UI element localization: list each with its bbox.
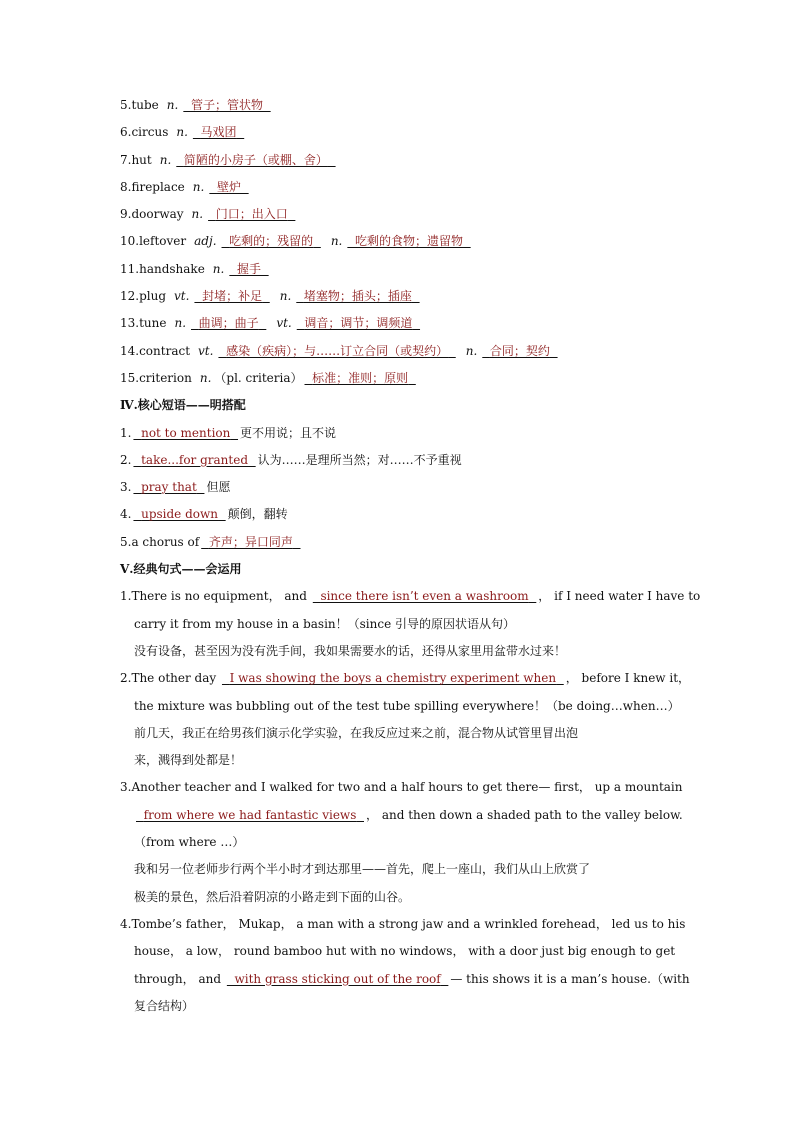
vocab-word: 15.criterion <box>120 370 192 385</box>
part-of-speech: vt. <box>198 343 214 358</box>
answer-blank: 封堵；补足 <box>202 289 263 304</box>
part-of-speech: n. <box>199 370 212 385</box>
vocab-item <box>120 365 680 392</box>
phrase-number: 4. <box>120 507 132 522</box>
phrase-meaning: 颠倒，翻转 <box>227 507 288 522</box>
sentence-2 <box>120 665 691 774</box>
phrase-item <box>120 447 680 474</box>
sentence-translation: 来，溅得到处都是！ <box>134 753 243 768</box>
vocab-item <box>120 174 680 201</box>
answer-blank: I was showing the boys a chemistry experiment when <box>229 671 557 686</box>
vocab-word: 12.plug <box>120 289 167 304</box>
part-of-speech: n. <box>330 234 343 249</box>
phrase-meaning: 认为……是理所当然；对……不予重视 <box>257 452 462 467</box>
sentence-text: — this shows it is a man’s house.（with <box>450 971 690 986</box>
vocab-item <box>120 228 680 255</box>
part-of-speech: n. <box>191 207 204 222</box>
sentence-text: ， if I need water I have to <box>538 589 701 604</box>
phrase-list <box>120 420 680 556</box>
vocab-word: 9.doorway <box>120 207 184 222</box>
answer-blank: 调音；调节；调频道 <box>304 316 413 331</box>
phrase-item <box>120 474 680 501</box>
phrase-item <box>120 529 680 556</box>
vocab-item <box>120 283 680 310</box>
answer-blank: 感染（疾病）；与……订立合同（或契约） <box>226 343 449 358</box>
sentence-text: house， a low， round bamboo hut with no windows， with a door just big enough to get <box>134 944 676 959</box>
part-of-speech: n. <box>166 98 179 112</box>
vocab-item <box>120 201 680 228</box>
sentence-text: ， before I knew it， <box>565 671 691 686</box>
answer-blank: 门口；出入口 <box>215 207 288 222</box>
sentence-translation: 没有设备，甚至因为没有洗手间，我如果需要水的话，还得从家里用盆带水过来！ <box>134 643 567 658</box>
vocab-note: （pl. criteria） <box>214 370 303 385</box>
answer-blank: take...for granted <box>141 452 249 467</box>
part-of-speech: n. <box>192 179 205 194</box>
answer-blank: 堵塞物；插头；插座 <box>303 289 412 304</box>
answer-blank: 壁炉 <box>216 179 241 194</box>
sentence-4 <box>120 911 690 1020</box>
answer-blank: 标准；准则；原则 <box>312 370 409 385</box>
vocab-item <box>120 147 680 174</box>
sentence-translation: 极美的景色，然后沿着阴凉的小路走到下面的山谷。 <box>134 889 411 904</box>
vocab-item <box>120 338 680 365</box>
part-of-speech: n. <box>279 289 292 304</box>
sentence-text: ， and then down a shaded path to the valley below. <box>366 807 683 822</box>
phrase-item <box>120 420 680 447</box>
answer-blank: 吃剩的食物；遗留物 <box>355 234 464 249</box>
sentence-3 <box>120 774 683 910</box>
vocab-word: 7.hut <box>120 152 152 167</box>
vocab-word: 11.handshake <box>120 261 205 276</box>
answer-blank: 管子；管状物 <box>190 98 263 112</box>
answer-blank: 齐声；异口同声 <box>208 534 293 549</box>
part-of-speech: n. <box>174 316 187 331</box>
sentence-text: （from where …） <box>134 835 245 850</box>
answer-blank: 简陋的小房子（或棚、舍） <box>183 152 328 167</box>
answer-blank: 合同；契约 <box>489 343 550 358</box>
answer-blank: 握手 <box>236 261 261 276</box>
sentence-text: 3.Another teacher and I walked for two and a half hours to get there— first， up a mountain <box>120 780 683 795</box>
sentence-text: 1.There is no equipment， and <box>120 589 307 604</box>
sentence-text: 4.Tombe’s father， Mukap， a man with a strong jaw and a wrinkled forehead， led us to his <box>120 916 686 931</box>
phrase-item <box>120 501 680 528</box>
answer-blank: 吃剩的；残留的 <box>229 234 314 249</box>
sentence-text: carry it from my house in a basin！（since 引导的原因状语从句） <box>134 616 516 631</box>
vocab-word: 6.circus <box>120 125 169 140</box>
answer-blank: 曲调；曲子 <box>198 316 259 331</box>
part-of-speech: vt. <box>174 289 190 304</box>
sentence-translation: 前几天，我正在给男孩们演示化学实验，在我反应过来之前，混合物从试管里冒出泡 <box>134 725 579 740</box>
answer-blank: with grass sticking out of the roof <box>234 971 441 986</box>
phrase-number: 3. <box>120 480 132 495</box>
phrase-number: 2. <box>120 452 132 467</box>
vocab-word: 10.leftover <box>120 234 187 249</box>
section-5-title: Ⅴ.经典句式——会运用 <box>120 562 242 577</box>
phrase-number: 5.a chorus of <box>120 534 200 549</box>
vocab-word: 13.tune <box>120 316 167 331</box>
answer-blank: not to mention <box>141 425 231 440</box>
part-of-speech: vt. <box>276 316 292 331</box>
sentence-text: 2.The other day <box>120 671 217 686</box>
vocab-item <box>120 310 680 337</box>
answer-blank: since there isn’t even a washroom <box>320 589 529 604</box>
part-of-speech: n. <box>465 343 478 358</box>
sentence-text: 复合结构） <box>134 998 195 1013</box>
part-of-speech: adj. <box>194 234 217 249</box>
worksheet-page <box>120 92 701 1020</box>
vocab-word: 5.tube <box>120 98 159 112</box>
answer-blank: upside down <box>141 507 219 522</box>
sentence-1 <box>120 583 701 665</box>
vocab-item <box>120 92 680 119</box>
phrase-meaning: 但愿 <box>206 480 231 495</box>
sentence-text: the mixture was bubbling out of the test tube spilling everywhere！（be doing…when…） <box>134 698 680 713</box>
vocab-word: 14.contract <box>120 343 191 358</box>
sentence-translation: 我和另一位老师步行两个半小时才到达那里——首先，爬上一座山，我们从山上欣赏了 <box>134 862 591 877</box>
answer-blank: 马戏团 <box>200 125 237 140</box>
section-4-title: Ⅳ.核心短语——明搭配 <box>120 398 246 413</box>
vocab-list <box>120 92 680 392</box>
answer-blank: pray that <box>141 480 197 495</box>
phrase-number: 1. <box>120 425 132 440</box>
part-of-speech: n. <box>176 125 188 140</box>
part-of-speech: n. <box>212 261 225 276</box>
answer-blank: from where we had fantastic views <box>143 807 357 822</box>
sentence-text: through， and <box>134 971 222 986</box>
vocab-word: 8.fireplace <box>120 179 185 194</box>
vocab-item <box>120 256 680 283</box>
part-of-speech: n. <box>159 152 172 167</box>
vocab-item <box>120 119 680 146</box>
phrase-meaning: 更不用说；且不说 <box>240 425 337 440</box>
